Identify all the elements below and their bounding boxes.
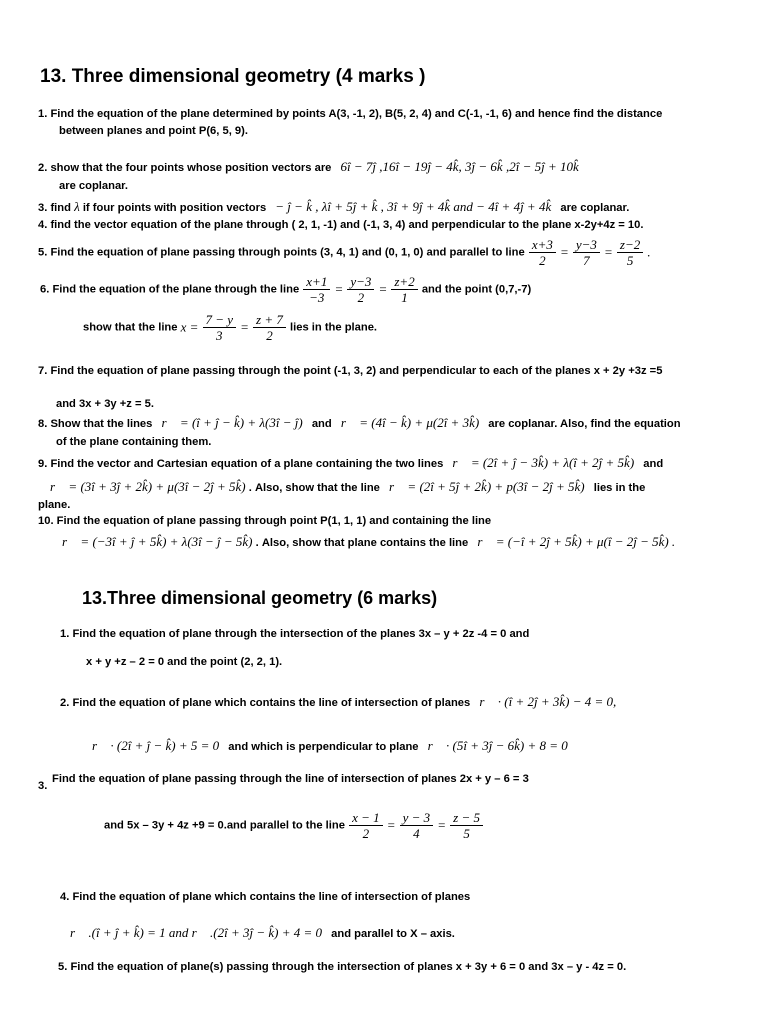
section-title-6-marks: 13.Three dimensional geometry (6 marks)	[82, 588, 438, 608]
s2-question-2-text-b: and which is perpendicular to plane	[228, 741, 419, 753]
question-3-text-b: if four points with position vectors	[82, 202, 267, 214]
question-2-line-1	[38, 160, 579, 175]
question-6-fraction-1: $\frac{x+1}{-3}$	[303, 274, 330, 305]
question-6-line-2: show that the line x = $\frac{7 - y}{3}$ = $\frac{z + 7}{2}$ lies in the plane.	[83, 312, 378, 343]
s2-question-2-line-2	[92, 739, 568, 754]
s2-question-3-fraction-1: $\frac{x - 1}{2}$	[349, 810, 383, 841]
question-5-fraction-3: $\frac{z-2}{5}$	[617, 237, 643, 268]
s2-question-3-number: 3.	[38, 780, 48, 792]
question-9-text-c: lies in the	[593, 482, 646, 494]
question-7-line-2: and 3x + 3y +z = 5.	[56, 398, 154, 410]
question-9-line-c: r⃗ = (2î + 5ĵ + 2k̂) + p(3î − 2ĵ + 5k̂)	[389, 479, 585, 494]
question-9-line-b: r⃗ = (3î + 3ĵ + 2k̂) + μ(3î − 2ĵ + 5k̂)	[50, 479, 246, 494]
question-6-fraction-5: $\frac{z + 7}{2}$	[253, 312, 286, 343]
question-9-line-2	[50, 480, 645, 495]
s2-question-2-text-a: 2. Find the equation of plane which contains the line of intersection of planes	[60, 697, 471, 709]
question-10-line-2: r⃗ = (−3î + ĵ + 5k̂) + λ(3î − ĵ − 5k̂) . Also, show that plane contains the line r⃗ = (−î + 2ĵ + 5k̂) + μ(î − 2ĵ − 5k̂) .	[62, 534, 676, 549]
s2-question-2-plane-b: r⃗ · (2î + ĵ − k̂) + 5 = 0	[92, 738, 220, 753]
question-9-text-a: 9. Find the vector and Cartesian equation of a plane containing the two lines	[38, 458, 444, 470]
question-1-line-1: 1. Find the equation of the plane determined by points A(3, -1, 2), B(5, 2, 4) and C(-1, -1, 6) and hence find the distance	[38, 108, 663, 120]
question-7-line-1: 7. Find the equation of plane passing through the point (-1, 3, 2) and perpendicular to each of the planes x + 2y +3z =5	[38, 365, 663, 377]
question-8-line-2: of the plane containing them.	[56, 436, 212, 448]
s2-question-1-line-2: x + y +z – 2 = 0 and the point (2, 2, 1).	[86, 656, 283, 668]
question-3-text-c: are coplanar.	[560, 202, 630, 214]
question-3-text-a: 3. find	[38, 202, 71, 214]
s2-question-2-plane-c: r⃗ · (5î + 3ĵ − 6k̂) + 8 = 0	[427, 738, 568, 753]
question-5-fraction-1: $\frac{x+3}{2}$	[529, 237, 556, 268]
question-2-line-2: are coplanar.	[59, 180, 129, 192]
s2-question-4-text-b: and parallel to X – axis.	[331, 928, 455, 940]
question-4-line: 4. find the vector equation of the plane through ( 2, 1, -1) and (-1, 3, 4) and perpendicular to the plane x-2y+4z = 10.	[38, 219, 644, 231]
question-10-text-b: . Also, show that plane contains the line	[255, 537, 469, 549]
s2-question-3-line-2: and 5x – 3y + 4z +9 = 0.and parallel to the line $\frac{x - 1}{2}$ = $\frac{y - 3}{4}$ = $\frac{z - 5}{5}$	[104, 810, 484, 841]
question-6-fraction-2: $\frac{y-3}{2}$	[347, 274, 374, 305]
s2-question-4-line-2	[70, 926, 455, 941]
s2-question-3-line-1: Find the equation of plane passing through the line of intersection of planes 2x + y – 6 = 3	[52, 773, 529, 785]
question-10-line-b: r⃗ = (−î + 2ĵ + 5k̂) + μ(î − 2ĵ − 5k̂)	[477, 534, 669, 549]
question-9-line-1: 9. Find the vector and Cartesian equation of a plane containing the two lines r⃗ = (2î + ĵ − 3k̂) + λ(î + 2ĵ + 5k̂) and	[38, 455, 664, 470]
s2-question-2-plane-a: r⃗ · (î + 2ĵ + 3k̂) − 4 = 0,	[479, 694, 617, 709]
question-5-line: 5. Find the equation of plane passing through points (3, 4, 1) and (0, 1, 0) and parallel to line $\frac{x+3}{2}$ = $\frac{y-3}{7}$ = $\frac{z-2}{5}$ .	[38, 237, 651, 268]
question-8-line-1: 8. Show that the lines r⃗ = (î + ĵ − k̂) + λ(3î − ĵ) and r⃗ = (4î − k̂) + μ(2î + 3k̂) are coplanar. Also, find the equation	[38, 415, 681, 430]
question-6-text-c: show that the line	[83, 321, 178, 334]
question-3-line	[38, 200, 629, 215]
question-6-fraction-4: $\frac{7 - y}{3}$	[203, 312, 237, 343]
question-9-line-3: plane.	[38, 499, 71, 511]
section-title-4-marks: 13. Three dimensional geometry (4 marks )	[40, 66, 426, 87]
question-6-fraction-3: $\frac{z+2}{1}$	[391, 274, 417, 305]
question-3-vectors: − ĵ − k̂ , λî + 5ĵ + k̂ , 3î + 9ĵ + 4k̂ and − 4î + 4ĵ + 4k̂	[275, 199, 552, 214]
question-6-text-a: 6. Find the equation of the plane through the line	[40, 283, 300, 296]
question-5-fraction-2: $\frac{y-3}{7}$	[573, 237, 600, 268]
question-2-text: 2. show that the four points whose position vectors are	[38, 162, 332, 174]
question-1-line-2: between planes and point P(6, 5, 9).	[59, 125, 248, 137]
question-10-line-a: r⃗ = (−3î + ĵ + 5k̂) + λ(3î − ĵ − 5k̂)	[62, 534, 253, 549]
question-8-line-a: r⃗ = (î + ĵ − k̂) + λ(3î − ĵ)	[161, 415, 303, 430]
question-9-line-a: r⃗ = (2î + ĵ − 3k̂) + λ(î + 2ĵ + 5k̂)	[452, 455, 635, 470]
question-6-text-b: and the point (0,7,-7)	[421, 283, 532, 296]
lambda-symbol: λ	[74, 199, 80, 214]
question-2-vectors: 6î − 7ĵ ,16î − 19ĵ − 4k̂, 3ĵ − 6k̂ ,2î − 5ĵ + 10k̂	[340, 159, 579, 174]
question-6-line-1: 6. Find the equation of the plane through the line $\frac{x+1}{-3}$ = $\frac{y-3}{2}$ = $\frac{z+2}{1}$ and the point (0,7,-7)	[40, 274, 532, 305]
s2-question-3-fraction-3: $\frac{z - 5}{5}$	[450, 810, 483, 841]
question-8-text-b: are coplanar. Also, find the equation	[488, 418, 681, 430]
s2-question-1-line-1: 1. Find the equation of plane through the intersection of the planes 3x – y + 2z -4 = 0 and	[60, 628, 530, 640]
s2-question-5-line: 5. Find the equation of plane(s) passing through the intersection of planes x + 3y + 6 = 0 and 3x – y - 4z = 0.	[58, 961, 627, 973]
question-6-text-d: lies in the plane.	[290, 321, 378, 334]
s2-question-3-text-b: and 5x – 3y + 4z +9 = 0.and parallel to the line	[104, 819, 345, 832]
question-9-text-b: . Also, show that the line	[248, 482, 380, 494]
question-8-line-b: r⃗ = (4î − k̂) + μ(2î + 3k̂)	[340, 415, 480, 430]
s2-question-2-line-1	[60, 695, 616, 710]
s2-question-3-fraction-2: $\frac{y - 3}{4}$	[400, 810, 434, 841]
question-8-text-a: 8. Show that the lines	[38, 418, 153, 430]
s2-question-4-planes: r⃗ .(î + ĵ + k̂) = 1 and r⃗ .(2î + 3ĵ − k̂) + 4 = 0	[70, 925, 323, 940]
question-10-line-1: 10. Find the equation of plane passing through point P(1, 1, 1) and containing the line	[38, 515, 492, 527]
question-5-text: 5. Find the equation of plane passing through points (3, 4, 1) and (0, 1, 0) and parallel to line	[38, 246, 525, 259]
s2-question-4-line-1: 4. Find the equation of plane which contains the line of intersection of planes	[60, 891, 471, 903]
